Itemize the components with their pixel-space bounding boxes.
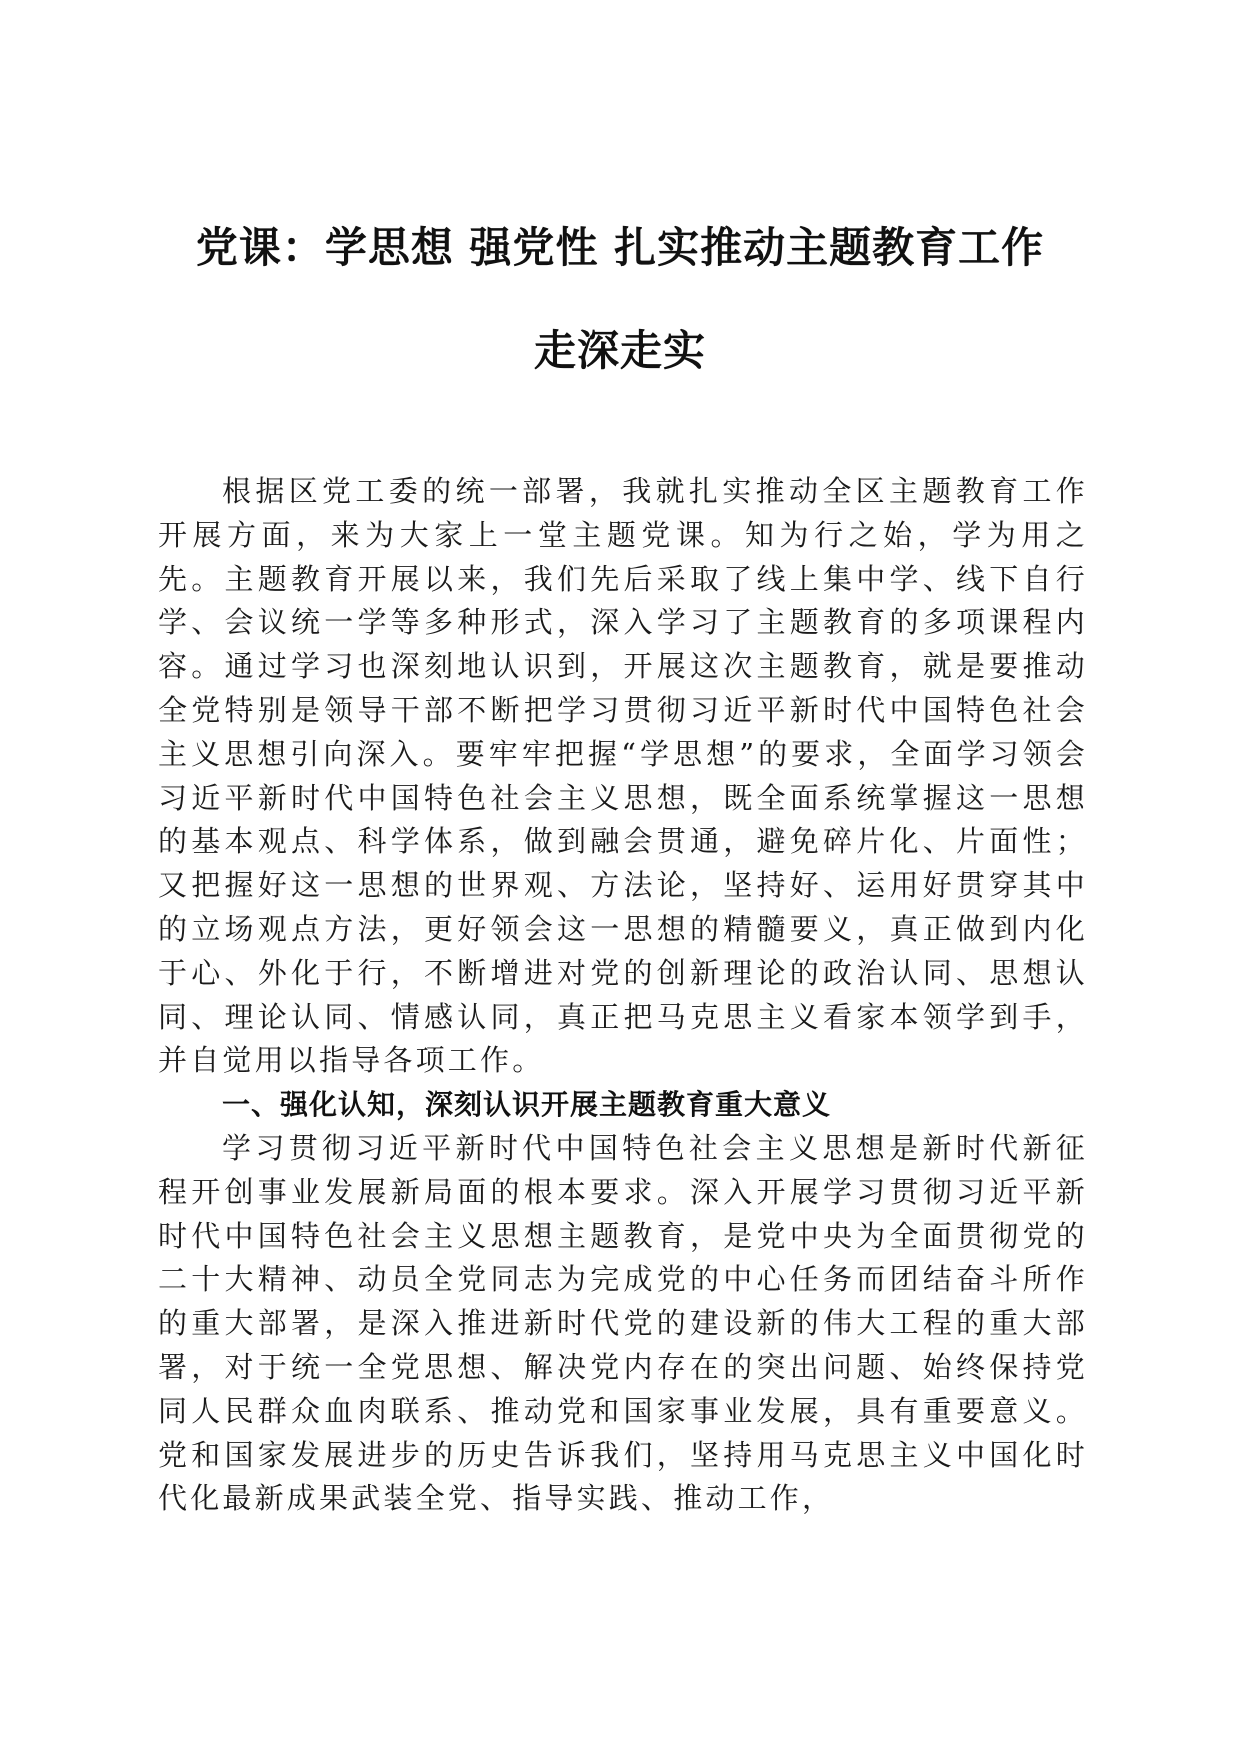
section-1-paragraph: 学习贯彻习近平新时代中国特色社会主义思想是新时代新征程开创事业发展新局面的根本要求。深入开展学习贯彻习近平新时代中国特色社会主义思想主题教育，是党中央为全面贯彻党的二十大精神、动员全党同志为完成党的中心任务而团结奋斗所作的重大部署，是深入推进新时代党的建设新的伟大工程的重大部署，对于统一全党思想、解决党内存在的突出问题、始终保持党同人民群众血肉联系、推动党和国家事业发展，具有重要意义。党和国家发展进步的历史告诉我们，坚持用马克思主义中国化时代化最新成果武装全党、指导实践、推动工作， xyxy=(158,1130,1088,1516)
document-title xyxy=(140,218,1100,381)
title-line-1: 党课：学思想 强党性 扎实推动主题教育工作 xyxy=(195,223,1045,272)
intro-paragraph: 根据区党工委的统一部署，我就扎实推动全区主题教育工作开展方面，来为大家上一堂主题党课。知为行之始，学为用之先。主题教育开展以来，我们先后采取了线上集中学、线下自行学、会议统一学等多种形式，深入学习了主题教育的多项课程内容。通过学习也深刻地认识到，开展这次主题教育，就是要推动全党特别是领导干部不断把学习贯彻习近平新时代中国特色社会主义思想引向深入。要牢牢把握“学思想”的要求，全面学习领会习近平新时代中国特色社会主义思想，既全面系统掌握这一思想的基本观点、科学体系，做到融会贯通，避免碎片化、片面性；又把握好这一思想的世界观、方法论，坚持好、运用好贯穿其中的立场观点方法，更好领会这一思想的精髓要义，真正做到内化于心、外化于行，不断增进对党的创新理论的政治认同、思想认同、理论认同、情感认同，真正把马克思主义看家本领学到手，并自觉用以指导各项工作。 xyxy=(158,474,1088,1078)
title-line-2: 走深走实 xyxy=(533,326,706,375)
section-1-heading: 一、强化认知，深刻认识开展主题教育重大意义 xyxy=(222,1088,832,1122)
document-body xyxy=(158,470,1088,1521)
